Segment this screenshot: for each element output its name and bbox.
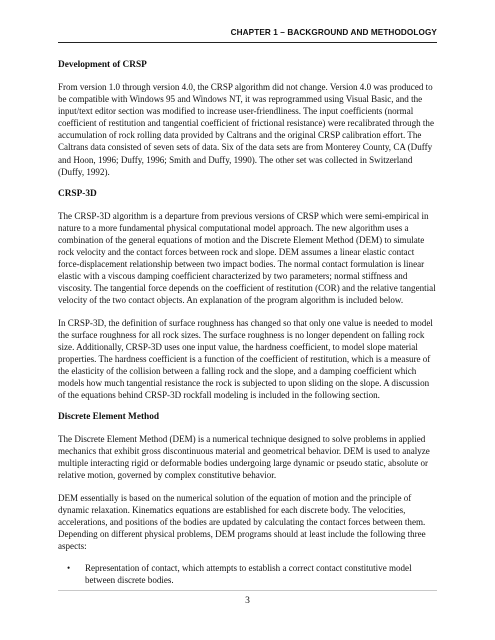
crsp3d-paragraph-1: The CRSP-3D algorithm is a departure from previous versions of CRSP which were semi-empirical in nature to a more fundamental physical computational model approach. The new algorithm uses a combination of the general equations of motion and the Discrete Element Method (DEM) to simulate rock velocity and the contact forces between rock and slope. DEM assumes a linear elastic contact force-displacement relationship between two impact bodies. The normal contact formulation is linear elastic with a viscous damping coefficient characterized by two parameters; normal stiffness and viscosity. The tangential force depends on the coefficient of restitution (COR) and the relative tangential velocity of the two contact objects. An explanation of the program algorithm is included below.	[58, 210, 436, 306]
chapter-header: CHAPTER 1 – BACKGROUND AND METHODOLOGY	[230, 28, 437, 37]
bullet-icon: •	[67, 563, 71, 573]
development-paragraph-1: From version 1.0 through version 4.0, the CRSP algorithm did not change. Version 4.0 was produced to be compatible with Windows 95 and Windows NT, it was reprogrammed using Visual Basic, and the input/text editor section was modified to increase user-friendliness. The input coefficients (normal coefficient of restitution and tangential coefficient of frictional resistance) were recalibrated through the accumulation of rock rolling data provided by Caltrans and the original CRSP calibration effort. The Caltrans data consisted of seven sets of data. Six of the data sets are from Monterey County, CA (Duffy and Hoon, 1996; Duffy, 1996; Smith and Duffy, 1990). The other set was collected in Switzerland (Duffy, 1992).	[58, 82, 434, 177]
page-body	[58, 59, 438, 586]
list-item	[58, 562, 438, 586]
list-item-text: Representation of contact, which attempts to establish a correct contact constitutive model between discrete bodies.	[85, 563, 412, 586]
footer-divider	[58, 590, 437, 591]
crsp3d-paragraph-2: In CRSP-3D, the definition of surface roughness has changed so that only one value is needed to model the surface roughness for all rock sizes. The surface roughness is no longer dependent on falling rock size. Additionally, CRSP-3D uses one input value, the hardness coefficient, to model slope material properties. The hardness coefficient is a function of the coefficient of restitution, which is a measure of the elasticity of the collision between a falling rock and the slope, and a damping coefficient which models how much tangential resistance the rock is subjected to upon sliding on the slope. A discussion of the equations behind CRSP-3D rockfall modeling is included in the following section.	[58, 317, 433, 401]
section-heading-crsp3d: CRSP-3D	[58, 188, 97, 199]
section-heading-dem: Discrete Element Method	[58, 412, 160, 423]
dem-paragraph-1: The Discrete Element Method (DEM) is a numerical technique designed to solve problems in applied mechanics that exhibit gross discontinuous material and geometrical behavior. DEM is used to analyze multiple interacting rigid or deformable bodies undergoing large dynamic or pseudo static, absolute or relative motion, governed by complex constitutive behavior.	[58, 434, 430, 481]
page-number: 3	[245, 596, 250, 606]
section-heading-development: Development of CRSP	[58, 60, 147, 70]
header-divider	[58, 42, 437, 43]
dem-paragraph-2: DEM essentially is based on the numerical solution of the equation of motion and the principle of dynamic relaxation. Kinematics equations are established for each discrete body. The velocities, accelerations, and positions of the bodies are updated by calculating the contact forces between them. Depending on different physical problems, DEM programs should at least include the following three aspects:	[58, 492, 426, 551]
dem-aspect-list	[58, 562, 438, 586]
